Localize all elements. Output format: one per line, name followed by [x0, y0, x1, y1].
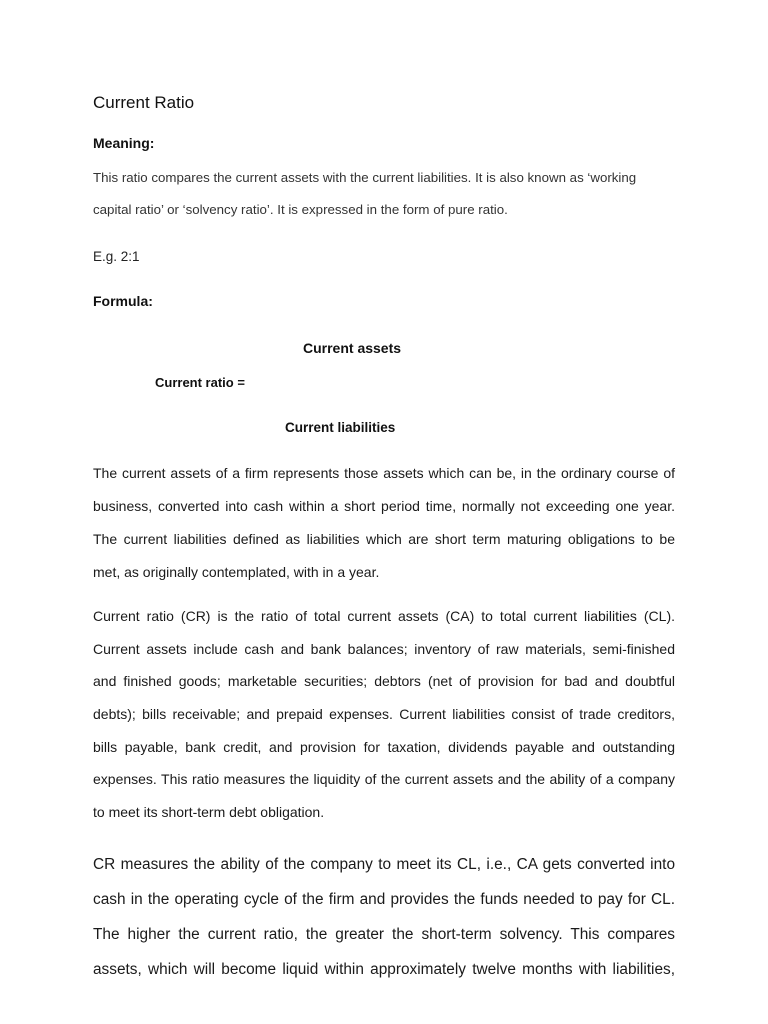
paragraph-line: and finished goods; marketable securities; debtors (net of provision for bad and doubtful [93, 673, 675, 690]
paragraph-line: to meet its short-term debt obligation. [93, 804, 325, 821]
paragraph-line: The higher the current ratio, the greater the short-term solvency. This compares [93, 926, 675, 943]
paragraph-line: Current assets include cash and bank balances; inventory of raw materials, semi-finished [93, 640, 675, 657]
paragraph-line: debts); bills receivable; and prepaid expenses. Current liabilities consist of trade creditors, [93, 706, 675, 723]
paragraph-current-assets-definition [93, 464, 675, 596]
meaning-text-line: This ratio compares the current assets with the current liabilities. It is also known as ‘working [93, 170, 637, 185]
paragraph-line: CR measures the ability of the company to meet its CL, i.e., CA gets converted into [93, 856, 675, 873]
meaning-text-line: capital ratio’ or ‘solvency ratio’. It is expressed in the form of pure ratio. [93, 202, 508, 217]
formula-heading: Formula: [93, 293, 153, 309]
paragraph-line: The current assets of a firm represents those assets which can be, in the ordinary course of [93, 465, 675, 481]
paragraph-line: met, as originally contemplated, with in a year. [93, 564, 380, 580]
formula-lhs: Current ratio = [155, 375, 245, 390]
paragraph-line: cash in the operating cycle of the firm and provides the funds needed to pay for CL. [93, 891, 675, 908]
formula-numerator: Current assets [303, 340, 402, 356]
paragraph-line: bills payable, bank credit, and provision for taxation, dividends payable and outstanding [93, 738, 675, 755]
paragraph-line: assets, which will become liquid within approximately twelve months with liabilities, [93, 961, 675, 978]
paragraph-line: Current ratio (CR) is the ratio of total current assets (CA) to total current liabilities (CL). [93, 608, 675, 624]
formula-denominator: Current liabilities [285, 420, 396, 435]
paragraph-line: business, converted into cash within a short period time, normally not exceeding one year. [93, 498, 675, 514]
meaning-heading: Meaning: [93, 135, 155, 151]
paragraph-line: The current liabilities defined as liabilities which are short term maturing obligations to be [93, 531, 675, 547]
paragraph-line: expenses. This ratio measures the liquidity of the current assets and the ability of a company [93, 771, 675, 788]
paragraph-current-ratio-composition [93, 607, 675, 836]
paragraph-cr-measures [93, 855, 675, 995]
example-text: E.g. 2:1 [93, 249, 140, 264]
page-title: Current Ratio [93, 93, 195, 112]
